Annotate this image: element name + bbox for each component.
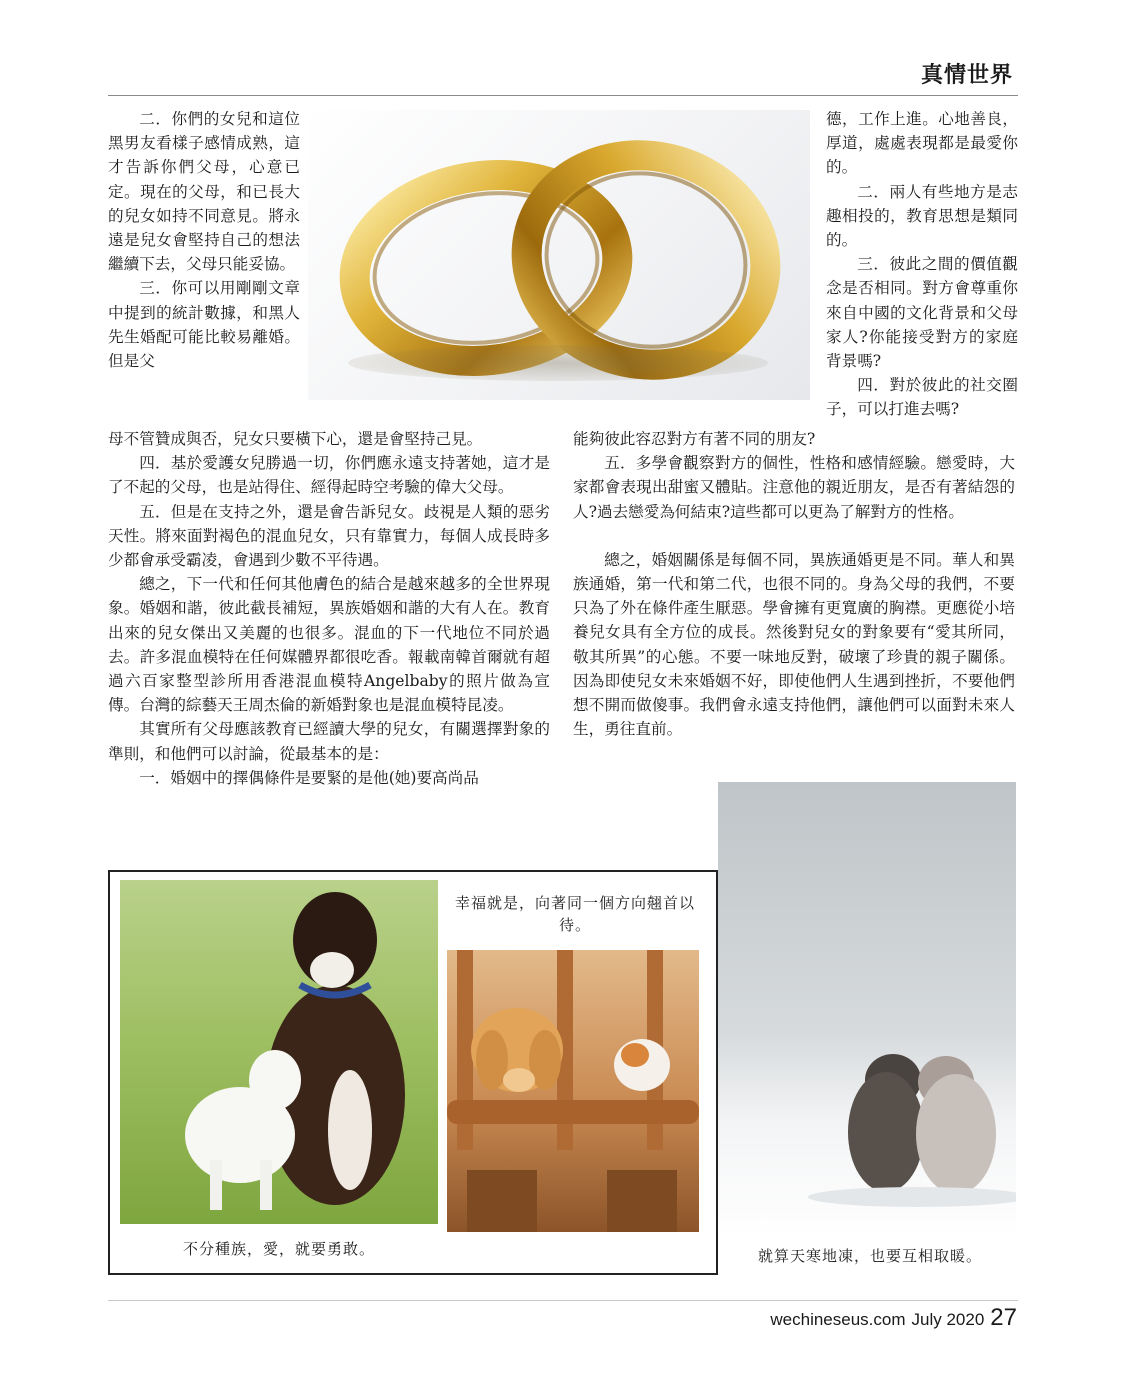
header-rule xyxy=(108,95,1018,96)
paragraph: 二．你們的女兒和這位黑男友看樣子感情成熟，這才告訴你們父母，心意已定。現在的父母，和已長大的兒女如持不同意見。將永遠是兒女會堅持自己的想法繼續下去，父母只能妥協。 xyxy=(108,110,300,274)
paragraph: 四．基於愛護女兒勝過一切，你們應永遠支持著她，這才是了不起的父母，也是站得住、經得起時空考驗的偉大父母。 xyxy=(108,454,550,497)
left-column-text xyxy=(108,427,550,790)
caption-snow-puppies: 就算天寒地凍，也要互相取暖。 xyxy=(757,1247,982,1265)
page-number: 27 xyxy=(990,1304,1017,1331)
caption-puppy-kitten: 幸福就是，向著同一個方向翹首以待。 xyxy=(454,894,695,934)
wedding-rings-image xyxy=(308,110,810,400)
dog-goat-photo xyxy=(120,880,438,1224)
paragraph: 三．你可以用剛剛文章中提到的統計數據，和黑人先生婚配可能比較易離婚。但是父 xyxy=(108,279,300,371)
paragraph: 一．婚姻中的擇偶條件是要緊的是他(她)要高尚品 xyxy=(139,768,479,787)
left-wrap-text xyxy=(108,107,300,373)
puppy-kitten-photo xyxy=(447,950,699,1232)
right-column-text xyxy=(573,427,1015,741)
page-footer xyxy=(770,1304,1017,1332)
paragraph: 二．兩人有些地方是志趣相投的，教育思想是類同的。 xyxy=(826,182,1018,250)
paragraph: 五．多學會觀察對方的個性，性格和感情經驗。戀愛時，大家都會表現出甜蜜又體貼。注意他的親近朋友，是否有著結怨的人?過去戀愛為何結束?這些都可以更為了解對方的性格。 xyxy=(573,454,1015,521)
paragraph: 母不管贊成與否，兒女只要橫下心，還是會堅持己見。 xyxy=(108,430,483,448)
paragraph: 四．對於彼此的社交圈子，可以打進去嗎? xyxy=(826,376,1018,419)
paragraph: 三．彼此之間的價值觀念是否相同。對方會尊重你來自中國的文化背景和父母家人?你能接受對方的家庭背景嗎? xyxy=(826,255,1018,371)
footer-rule xyxy=(108,1300,1018,1301)
paragraph: 能夠彼此容忍對方有著不同的朋友? xyxy=(573,430,816,448)
section-title: 真情世界 xyxy=(920,62,1013,88)
caption-dog-goat: 不分種族，愛，就要勇敢。 xyxy=(182,1240,375,1258)
footer-site-link[interactable]: wechineseus.com xyxy=(770,1310,906,1329)
paragraph: 總之，婚姻關係是每個不同，異族通婚更是不同。華人和異族通婚，第一代和第二代，也很不同的。身為父母的我們，不要只為了外在條件產生厭惡。學會擁有更寬廣的胸襟。更應從小培養兒女具有全方位的成長。然後對兒女的對象要有“愛其所同，敬其所異”的心態。不要一味地反對，破壞了珍貴的親子關係。因為即使兒女未來婚姻不好，即使他們人生遇到挫折，不要他們想不開而做傻事。我們會永遠支持他們，讓他們可以面對未來人生，勇往直前。 xyxy=(573,550,1015,739)
paragraph: 五．但是在支持之外，還是會告訴兒女。歧視是人類的惡劣天性。將來面對褐色的混血兒女，只有靠實力，每個人成長時多少都會承受霸凌，會遇到少數不平待遇。 xyxy=(108,502,550,570)
footer-issue: July 2020 xyxy=(911,1310,985,1329)
snow-puppies-photo xyxy=(718,782,1016,1236)
paragraph: 德，工作上進。心地善良，厚道，處處表現都是最愛你的。 xyxy=(826,110,1018,177)
paragraph: 總之，下一代和任何其他膚色的結合是越來越多的全世界現象。婚姻和諧，彼此截長補短，異族婚姻和諧的大有人在。教育出來的兒女傑出又美麗的也很多。混血的下一代地位不同於過去。許多混血模特在任何媒體界都很吃香。報載南韓首爾就有超過六百家整型診所用香港混血模特Angelbaby的照片做為宣傳。台灣的綜藝天王周杰倫的新婚對象也是混血模特昆凌。 xyxy=(108,575,550,715)
paragraph: 其實所有父母應該教育已經讀大學的兒女，有關選擇對象的準則，和他們可以討論，從最基本的是： xyxy=(108,720,550,763)
right-wrap-text xyxy=(826,107,1018,422)
paragraph-gap xyxy=(573,524,1015,548)
